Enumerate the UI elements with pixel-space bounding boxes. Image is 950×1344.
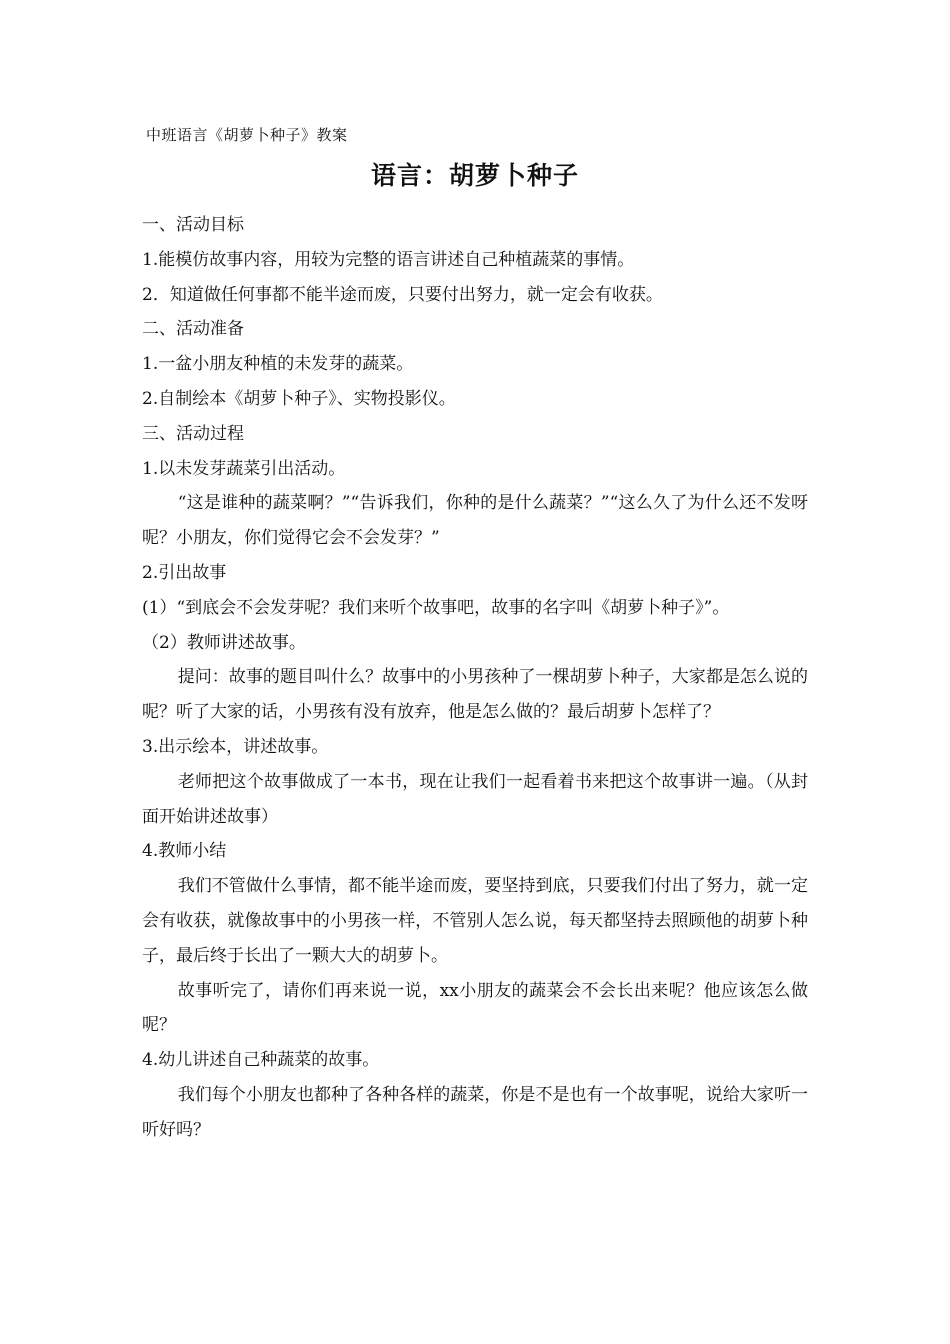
paragraph: 1.以未发芽蔬菜引出活动。 (142, 458, 346, 479)
paragraph: 我们不管做什么事情，都不能半途而废，要坚持到底，只要我们付出了努力，就一定会有收获，就像故事中的小男孩一样，不管别人怎么说，每天都坚持去照顾他的胡萝卜种子，最后终于长出了一颗大大的胡萝卜。 (142, 876, 808, 966)
document-title: 语言：胡萝卜种子 (370, 161, 579, 190)
paragraph: 2．知道做任何事都不能半途而废，只要付出努力，就一定会有收获。 (142, 284, 663, 305)
document-header: 中班语言《胡萝卜种子》教案 (146, 126, 348, 144)
paragraph: 2.自制绘本《胡萝卜种子》、实物投影仪。 (142, 388, 456, 409)
paragraph: 1.一盆小朋友种植的未发芽的蔬菜。 (142, 354, 414, 375)
paragraph: 4.教师小结 (142, 841, 227, 862)
paragraph: 提问：故事的题目叫什么？故事中的小男孩种了一棵胡萝卜种子，大家都是怎么说的呢？听了大家的话，小男孩有没有放弃，他是怎么做的？最后胡萝卜怎样了？ (142, 667, 808, 723)
paragraph: 故事听完了，请你们再来说一说，xx小朋友的蔬菜会不会长出来呢？他应该怎么做呢？ (142, 980, 808, 1036)
paragraph: “这是谁种的蔬菜啊？”“告诉我们，你种的是什么蔬菜？”“这么久了为什么还不发呀呢？小朋友，你们觉得它会不会发芽？” (142, 493, 808, 549)
paragraph: 2.引出故事 (142, 562, 227, 583)
paragraph: 一、活动目标 (142, 215, 244, 235)
paragraph: 1.能模仿故事内容，用较为完整的语言讲述自己种植蔬菜的事情。 (142, 249, 635, 270)
paragraph: （2）教师讲述故事。 (142, 632, 306, 653)
paragraph: 4.幼儿讲述自己种蔬菜的故事。 (142, 1050, 380, 1071)
paragraph: 三、活动过程 (142, 423, 244, 444)
paragraph: (1）“到底会不会发芽呢？我们来听个故事吧，故事的名字叫《胡萝卜种子》”。 (142, 597, 730, 618)
paragraph: 3.出示绘本，讲述故事。 (142, 736, 329, 757)
paragraph: 二、活动准备 (142, 319, 244, 340)
document-body (142, 208, 808, 1148)
paragraph: 我们每个小朋友也都种了各种各样的蔬菜，你是不是也有一个故事呢，说给大家听一听好吗？ (142, 1084, 808, 1140)
paragraph: 老师把这个故事做成了一本书，现在让我们一起看着书来把这个故事讲一遍。（从封面开始讲述故事） (142, 771, 808, 827)
